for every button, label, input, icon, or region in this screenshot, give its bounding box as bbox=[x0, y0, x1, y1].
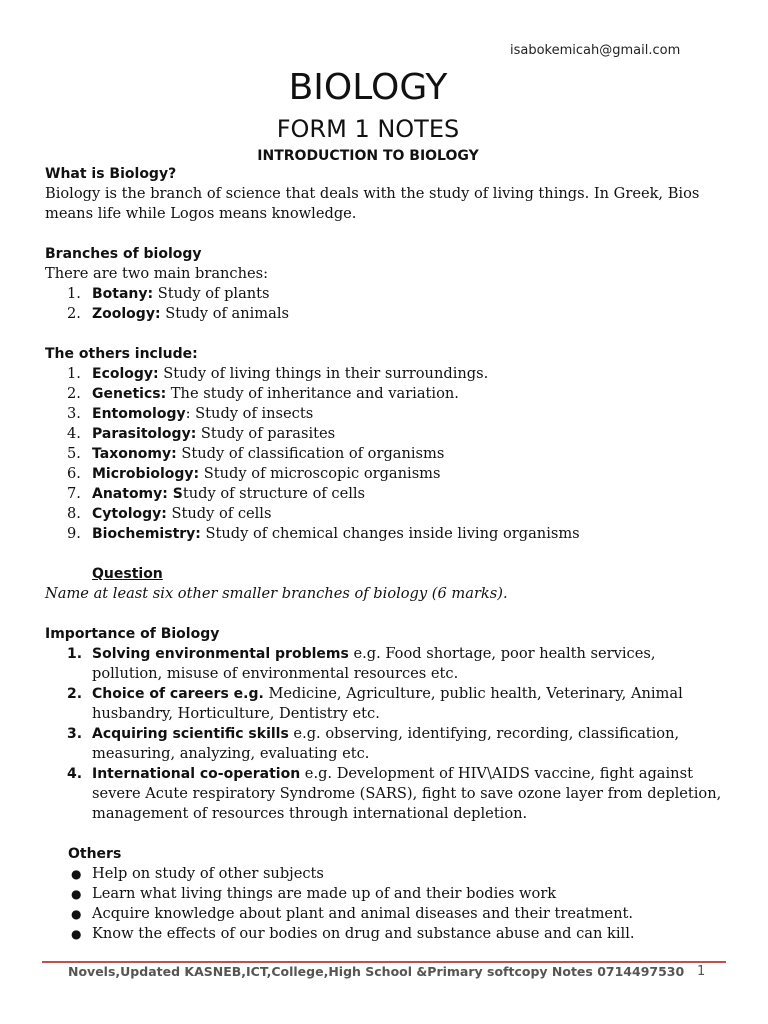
item-desc: e.g. Food shortage, poor health services, pollution, misuse of environmental resources etc. bbox=[92, 645, 656, 682]
other-branches-list bbox=[45, 364, 725, 544]
item-term: Genetics: bbox=[92, 386, 167, 402]
page-title: BIOLOGY bbox=[288, 67, 448, 108]
list-item bbox=[45, 484, 725, 504]
what-is-text: Biology is the branch of science that deals with the study of living things. In Greek, Bios means life while Logos means knowledge. bbox=[45, 185, 700, 222]
list-item bbox=[45, 304, 725, 324]
bullet-icon: ● bbox=[71, 927, 82, 941]
item-desc: tudy of structure of cells bbox=[182, 485, 366, 502]
item-number: 9. bbox=[67, 525, 81, 542]
item-desc: Study of plants bbox=[153, 285, 270, 302]
item-term: International co-operation bbox=[92, 766, 301, 782]
item-desc: e.g. Development of HIV\AIDS vaccine, fight against severe Acute respiratory Syndrome (SARS), fight to save ozone layer from depletion, management of resources through international depletion. bbox=[92, 765, 722, 822]
footer-text: Novels,Updated KASNEB,ICT,College,High School &Primary softcopy Notes 0714497530 bbox=[68, 964, 685, 979]
item-number: 4. bbox=[67, 766, 83, 782]
item-desc: : Study of insects bbox=[185, 405, 314, 422]
item-term: Entomology bbox=[92, 406, 186, 422]
item-term: Parasitology: bbox=[92, 426, 197, 442]
question-text: Name at least six other smaller branches of biology (6 marks). bbox=[45, 585, 508, 602]
bullet-text: Help on study of other subjects bbox=[92, 865, 324, 882]
item-term: Taxonomy: bbox=[92, 446, 177, 462]
others-heading: Others bbox=[68, 846, 122, 862]
item-term: Ecology: bbox=[92, 366, 159, 382]
item-number: 3. bbox=[67, 405, 81, 422]
item-desc: Study of classification of organisms bbox=[176, 445, 445, 462]
others-include-heading: The others include: bbox=[45, 346, 198, 362]
branches-heading: Branches of biology bbox=[45, 246, 202, 262]
list-item bbox=[45, 424, 725, 444]
question-heading: Question bbox=[92, 566, 163, 582]
item-term: Anatomy: S bbox=[92, 486, 183, 502]
main-branches-list bbox=[45, 284, 725, 324]
item-number: 4. bbox=[67, 425, 81, 442]
item-term: Solving environmental problems bbox=[92, 646, 349, 662]
importance-heading: Importance of Biology bbox=[45, 626, 220, 642]
branches-intro: There are two main branches: bbox=[45, 265, 269, 282]
item-number: 2. bbox=[67, 686, 83, 702]
item-term: Cytology: bbox=[92, 506, 167, 522]
item-number: 8. bbox=[67, 505, 81, 522]
importance-list bbox=[45, 644, 725, 824]
page-subtitle: FORM 1 NOTES bbox=[276, 115, 460, 143]
list-item bbox=[45, 764, 725, 824]
item-number: 7. bbox=[67, 485, 81, 502]
item-desc: The study of inheritance and variation. bbox=[166, 385, 459, 402]
item-term: Zoology: bbox=[92, 306, 161, 322]
bullet-icon: ● bbox=[71, 867, 82, 881]
bullet-item bbox=[45, 864, 725, 884]
item-desc: e.g. observing, identifying, recording, classification, measuring, analyzing, evaluating etc. bbox=[92, 725, 680, 762]
list-item bbox=[45, 464, 725, 484]
item-desc: Study of animals bbox=[160, 305, 289, 322]
item-number: 3. bbox=[67, 726, 83, 742]
item-desc: Study of microscopic organisms bbox=[199, 465, 441, 482]
bullet-text: Learn what living things are made up of and their bodies work bbox=[92, 885, 557, 902]
item-term: Choice of careers e.g. bbox=[92, 686, 264, 702]
list-item bbox=[45, 404, 725, 424]
bullet-item bbox=[45, 924, 725, 944]
list-item bbox=[45, 364, 725, 384]
item-number: 1. bbox=[67, 365, 81, 382]
list-item bbox=[45, 724, 725, 764]
bullet-item bbox=[45, 884, 725, 904]
list-item bbox=[45, 504, 725, 524]
footer-divider bbox=[42, 961, 726, 963]
item-number: 2. bbox=[67, 305, 81, 322]
item-term: Microbiology: bbox=[92, 466, 200, 482]
list-item bbox=[45, 684, 725, 724]
bullet-icon: ● bbox=[71, 887, 82, 901]
item-desc: Study of living things in their surroundings. bbox=[158, 365, 489, 382]
author-email: isabokemicah@gmail.com bbox=[510, 43, 681, 58]
item-term: Acquiring scientific skills bbox=[92, 726, 289, 742]
bullet-text: Acquire knowledge about plant and animal diseases and their treatment. bbox=[92, 905, 633, 922]
item-number: 5. bbox=[67, 445, 81, 462]
item-desc: Study of cells bbox=[166, 505, 272, 522]
section-title: INTRODUCTION TO BIOLOGY bbox=[257, 148, 479, 164]
item-number: 2. bbox=[67, 385, 81, 402]
page-number: 1 bbox=[697, 964, 706, 979]
item-number: 1. bbox=[67, 285, 81, 302]
item-number: 6. bbox=[67, 465, 81, 482]
list-item bbox=[45, 384, 725, 404]
bullet-item bbox=[45, 904, 725, 924]
bullet-text: Know the effects of our bodies on drug and substance abuse and can kill. bbox=[92, 925, 635, 942]
list-item bbox=[45, 284, 725, 304]
item-desc: Study of parasites bbox=[196, 425, 336, 442]
others-list bbox=[45, 864, 725, 944]
list-item bbox=[45, 524, 725, 544]
list-item bbox=[45, 444, 725, 464]
item-term: Biochemistry: bbox=[92, 526, 201, 542]
list-item bbox=[45, 644, 725, 684]
document-body bbox=[45, 164, 725, 944]
bullet-icon: ● bbox=[71, 907, 82, 921]
what-is-heading: What is Biology? bbox=[45, 166, 177, 182]
item-desc: Study of chemical changes inside living organisms bbox=[200, 525, 580, 542]
item-term: Botany: bbox=[92, 286, 154, 302]
item-desc: Medicine, Agriculture, public health, Veterinary, Animal husbandry, Horticulture, Dentistry etc. bbox=[92, 685, 683, 722]
item-number: 1. bbox=[67, 646, 83, 662]
